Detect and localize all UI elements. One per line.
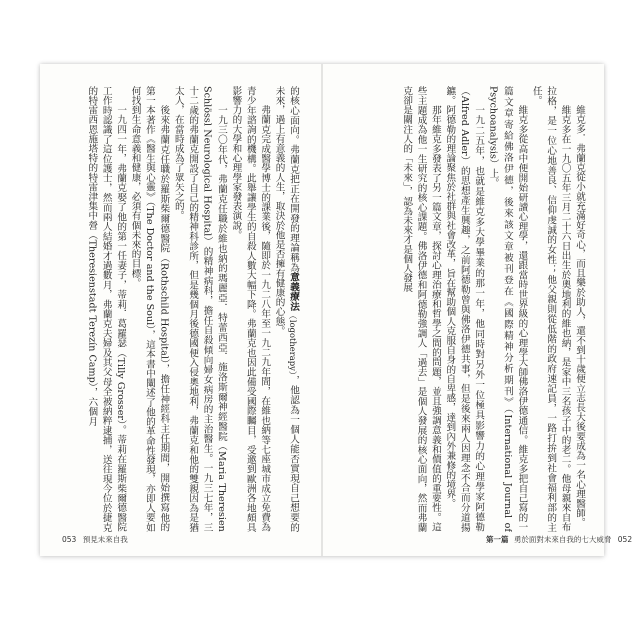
left-paragraph-2: 弗蘭克完成醫學博士的課業後，隨即於一九二八年至一九二九年間，在維也納等七座城市成立免費為青少年諮詢的機構。此舉讓學生的自殺人數大幅下降。弗蘭克也因此備受國際矚目，受邀到歐洲各地頗具影響力的大學和心理學家發表演說。 <box>230 86 271 532</box>
right-chapter-label: 第一篇 <box>486 535 509 544</box>
right-paragraph-1: 維克多．弗蘭克從小就充滿好奇心，而且樂於助人，還不到十歲便立志長大後要成為一名心理醫師。 <box>574 105 585 528</box>
left-paragraph-1 <box>271 86 300 532</box>
left-page-number: 053 <box>62 535 77 544</box>
logotherapy-latin: （logotherapy） <box>288 311 298 376</box>
right-paragraph-5: 那年維克多發表了另一篇文章，探討心理治療和哲學之間的問題，並且強調意義和價值的重要性。這些主題成為他一生研究的核心課題。佛洛伊德和阿德勒強調人「過去」是個人發展的核心面向，然而弗蘭克卻是關注人的「未來」，認為未來才是個人發展 <box>401 86 441 532</box>
logotherapy-term: 意義療法 <box>288 272 299 312</box>
right-page-body <box>346 86 586 532</box>
right-paragraph-3: 維克多從高中便開始研讀心理學，還跟當時世界級的心理學大師佛洛伊德通信。維克多把自己寫的一篇文章寄給佛洛伊德，後來該文章被刊登在《國際精神分析期刊》（International Journal of Psychoanalysis）上。 <box>487 86 528 532</box>
right-page-number: 052 <box>617 535 633 544</box>
left-page-footer <box>58 534 128 545</box>
left-paragraph-4: 後來弗蘭克任職於羅斯柴爾德醫院（Rothschild Hospital），擔任神經科主任期間，開始撰寫他的第一本著作《醫生與心靈》（The Doctor and the Soul），這本書中闡述了他的革命性發現，亦即人要如何找到生命意義和健康，必須有個未來的目標。 <box>129 86 170 532</box>
right-paragraph-4: 一九二五年，也就是維克多大學畢業的那一年，他同時對另外一位極具影響力的心理學家阿德勒（Alfred Adler）的思想產生興趣，之前阿德勒曾與佛洛伊德共事，但是後來兩人因理念不合而分道揚鑣。阿德勒的理論聚焦於社群與社會改革，旨在幫助個人克服自身的自卑感，達到內外兼修的境界。 <box>444 86 485 532</box>
right-page-footer <box>486 534 636 545</box>
book-spread <box>40 64 633 556</box>
left-paragraph-1-after: ，他認為一個人能否實現自己想要的未來，過上有意義的人生，取決於他是否擁有健康的心態。 <box>273 86 299 532</box>
left-book-title: 預見未來自我 <box>82 535 128 544</box>
right-section-title: 勇於面對未來自我的七大威脅 <box>513 535 612 544</box>
left-page-body <box>60 86 300 532</box>
book-gutter <box>321 64 323 556</box>
left-paragraph-3: 一九三〇年代，弗蘭克任職於維也納的瑪麗亞．特蕾西亞．施洛斯爾神經醫院（Maria Theresien Schlössl Neurological Hospital）的精神病科，擔任自殺傾向婦女病房的主治醫生。一九三七年，三十二歲的弗蘭克開設了自己的精神科診所，但是幾個月後德國便入侵奧地利，弗蘭克和他的雙親因為是猶太人，在當時成為了眾矢之的。 <box>172 86 227 532</box>
right-paragraph-2: 維克多在一九〇五年三月二十六日出生於奧地利的維也納，是家中三名孩子中的老二。他母親來自布拉格，是一位心地善良、信仰虔誠的女性；他父親則從低階的政府速記員，一路打拚到社會福利部的主任。 <box>530 86 571 532</box>
left-paragraph-1-before: 的核心面向。弗蘭克把正在開發的理論稱為 <box>288 86 299 273</box>
left-paragraph-5: 一九四一年，弗蘭克娶了他的第一任妻子，蒂莉．葛羅瑟（Tilly Grosser）。蒂莉在羅斯柴爾德醫院工作時認識了這位護士，然而兩人結婚才過數月，弗蘭克夫婦及其父母全被納粹逮捕，送往現今位於捷克的特雷西恩施塔特的特雷津集中營（Theresienstadt Terezín Camp），六個月 <box>86 86 127 532</box>
